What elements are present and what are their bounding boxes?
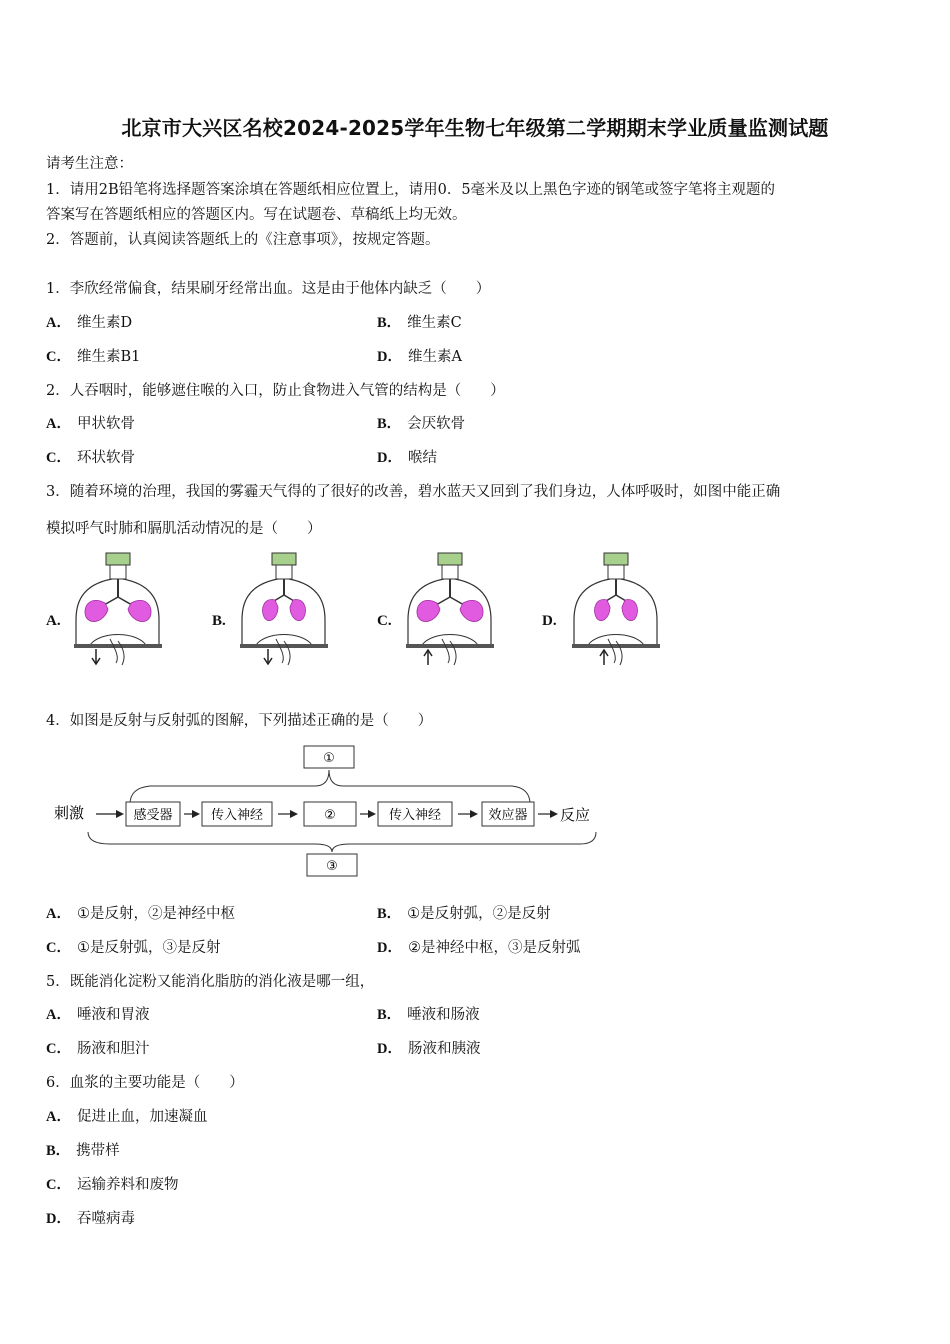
option-letter: B．	[377, 416, 402, 432]
bell-jar-figure-a	[70, 545, 165, 670]
diagram-center: ②	[324, 808, 336, 823]
q4-option-c[interactable]	[46, 936, 220, 957]
q6-stem: 6．血浆的主要功能是（ ）	[46, 1075, 244, 1091]
diagram-efferent: 传入神经	[388, 808, 442, 823]
option-letter: B．	[377, 315, 402, 331]
option-letter: B．	[46, 1143, 71, 1159]
q4-option-d[interactable]	[377, 936, 580, 957]
option-letter: D．	[377, 349, 402, 365]
q3-stem-line-1: 3．随着环境的治理，我国的雾霾天气得的了很好的改善，碧水蓝天又回到了我们身边，人体呼吸时，如图中能正确	[46, 484, 781, 500]
notice-heading: 请考生注意：	[46, 156, 133, 172]
option-letter: C．	[46, 1177, 71, 1193]
option-letter: A．	[46, 1007, 71, 1023]
option-text: 携带样	[76, 1143, 120, 1159]
bell-jar-figure-d	[568, 545, 663, 670]
page-title: 北京市大兴区名校2024-2025学年生物七年级第二学期期末学业质量监测试题	[121, 116, 829, 140]
option-letter: D．	[46, 1211, 71, 1227]
option-letter: A．	[46, 315, 71, 331]
q4-stem: 4．如图是反射与反射弧的图解，下列描述正确的是（ ）	[46, 713, 433, 729]
bell-jar-figure-c	[402, 545, 497, 670]
q3-figure-label-d[interactable]: D.	[542, 613, 557, 629]
option-text: 环状软骨	[76, 450, 135, 466]
option-text: 喉结	[407, 450, 437, 466]
q3-stem-line-2: 模拟呼气时肺和膈肌活动情况的是（ ）	[46, 521, 322, 537]
q4-option-a[interactable]	[46, 902, 235, 923]
option-text: 促进止血，加速凝血	[76, 1109, 208, 1125]
option-text: 维生素C	[407, 315, 462, 331]
option-text: 维生素B1	[76, 349, 141, 365]
q2-option-c[interactable]	[46, 446, 135, 467]
option-letter: B．	[377, 1007, 402, 1023]
q2-option-b[interactable]	[377, 412, 465, 433]
option-text: ①是反射，②是神经中枢	[76, 906, 235, 922]
q6-option-a[interactable]	[46, 1105, 207, 1126]
diagram-response: 反应	[560, 806, 591, 824]
option-text: 甲状软骨	[76, 416, 135, 432]
option-letter: D．	[377, 940, 402, 956]
notice-line-1b: 答案写在答题纸相应的答题区内。写在试题卷、草稿纸上均无效。	[46, 207, 467, 223]
option-text: 运输养料和废物	[76, 1177, 179, 1193]
diagram-label-bottom: ③	[326, 859, 338, 874]
q1-option-d[interactable]	[377, 345, 462, 366]
option-letter: A．	[46, 906, 71, 922]
q5-option-b[interactable]	[377, 1003, 480, 1024]
q6-option-d[interactable]	[46, 1207, 135, 1228]
q1-option-c[interactable]	[46, 345, 140, 366]
diagram-afferent: 传入神经	[210, 808, 264, 823]
option-text: 会厌软骨	[407, 416, 466, 432]
reflex-arc-diagram	[50, 740, 610, 885]
option-letter: C．	[46, 349, 71, 365]
option-letter: A．	[46, 1109, 71, 1125]
q5-option-d[interactable]	[377, 1037, 480, 1058]
diagram-effector: 效应器	[488, 808, 528, 823]
q2-option-a[interactable]	[46, 412, 135, 433]
option-letter: D．	[377, 450, 402, 466]
q3-figure-label-c[interactable]: C.	[377, 613, 392, 629]
q3-figure-label-b[interactable]: B.	[212, 613, 226, 629]
option-text: 吞噬病毒	[76, 1211, 135, 1227]
q3-figure-label-a[interactable]: A.	[46, 613, 61, 629]
q5-option-a[interactable]	[46, 1003, 149, 1024]
option-text: 维生素D	[76, 315, 133, 331]
diagram-label-top: ①	[323, 751, 335, 766]
q2-option-d[interactable]	[377, 446, 437, 467]
option-letter: C．	[46, 1041, 71, 1057]
option-text: 肠液和胰液	[407, 1041, 481, 1057]
option-text: 唾液和肠液	[407, 1007, 480, 1023]
notice-line-2: 2．答题前，认真阅读答题纸上的《注意事项》，按规定答题。	[46, 232, 440, 248]
option-letter: C．	[46, 940, 71, 956]
option-text: ①是反射弧，③是反射	[76, 940, 221, 956]
option-letter: B．	[377, 906, 402, 922]
q2-stem: 2．人吞咽时，能够遮住喉的入口，防止食物进入气管的结构是（ ）	[46, 383, 505, 399]
option-letter: D．	[377, 1041, 402, 1057]
q5-option-c[interactable]	[46, 1037, 149, 1058]
option-text: 唾液和胃液	[76, 1007, 150, 1023]
diagram-receptor: 感受器	[133, 808, 173, 823]
q6-option-c[interactable]	[46, 1173, 178, 1194]
option-text: 维生素A	[407, 349, 462, 365]
q4-option-b[interactable]	[377, 902, 551, 923]
q5-stem: 5．既能消化淀粉又能消化脂肪的消化液是哪一组，	[46, 974, 375, 990]
option-text: 肠液和胆汁	[76, 1041, 150, 1057]
notice-line-1a: 1．请用2B铅笔将选择题答案涂填在答题纸相应位置上，请用0．5毫米及以上黑色字迹的钢笔或签字笔将主观题的	[46, 182, 776, 198]
q6-option-b[interactable]	[46, 1139, 120, 1160]
diagram-stimulus: 刺激	[54, 804, 85, 822]
option-text: ②是神经中枢，③是反射弧	[407, 940, 581, 956]
q1-option-b[interactable]	[377, 311, 462, 332]
q1-stem: 1．李欣经常偏食，结果刷牙经常出血。这是由于他体内缺乏（ ）	[46, 281, 491, 297]
q1-option-a[interactable]	[46, 311, 132, 332]
option-letter: C．	[46, 450, 71, 466]
bell-jar-figure-b	[236, 545, 331, 670]
option-letter: A．	[46, 416, 71, 432]
option-text: ①是反射弧，②是反射	[407, 906, 551, 922]
